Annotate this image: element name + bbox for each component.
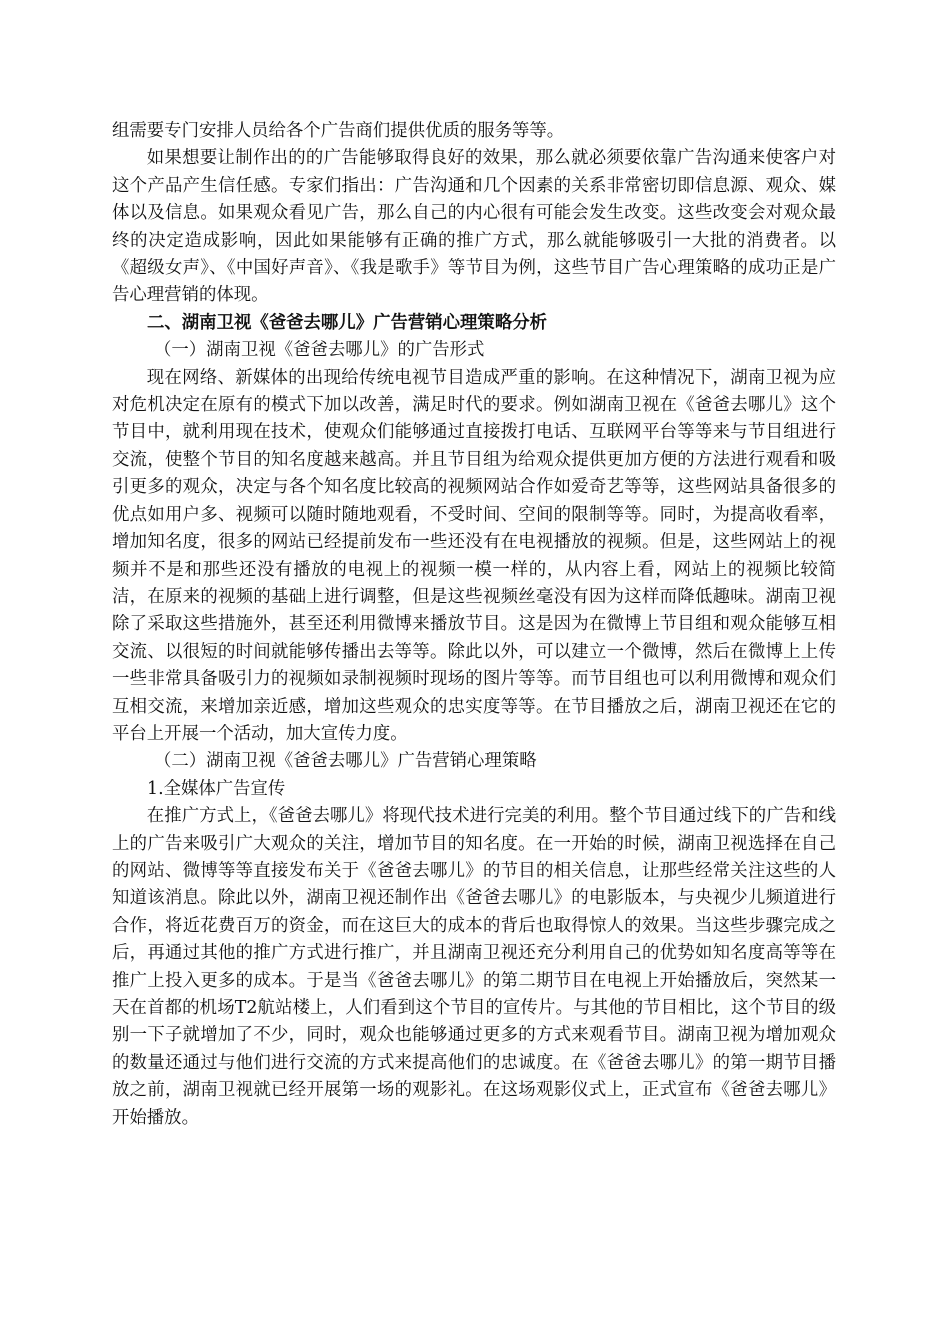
subsection-heading-2: （二）湖南卫视《爸爸去哪儿》广告营销心理策略 <box>154 751 537 772</box>
paragraph-ad-forms: 现在网络、新媒体的出现给传统电视节目造成严重的影响。在这种情况下，湖南卫视为应对危机决定在原有的模式下加以改善，满足时代的要求。例如湖南卫视在《爸爸去哪儿》这个节目中，就利用现在技术，使观众们能够通过直接拨打电话、互联网平台等等来与节目组进行交流，使整个节目的知名度越来越高。并且节目组为给观众提供更加方便的方法进行观看和吸引更多的观众，决定与各个知名度比较高的视频网站合作如爱奇艺等等，这些网站具备很多的优点如用户多、视频可以随时随地观看，不受时间、空间的限制等等。同时，为提高收看率，增加知名度，很多的网站已经提前发布一些还没有在电视播放的视频。但是，这些网站上的视频并不是和那些还没有播放的电视上的视频一模一样的，从内容上看，网站上的视频比较简洁，在原来的视频的基础上进行调整，但是这些视频丝毫没有因为这样而降低趣味。湖南卫视除了采取这些措施外，甚至还利用微博来播放节目。这是因为在微博上节目组和观众能够互相交流、以很短的时间就能够传播出去等等。除此以外，可以建立一个微博，然后在微博上上传一些非常具备吸引力的视频如录制视频时现场的图片等等。而节目组也可以利用微博和观众们互相交流，来增加亲近感，增加这些观众的忠实度等等。在节目播放之后，湖南卫视还在它的平台上开展一个活动，加大宣传力度。 <box>112 367 836 744</box>
subsection-heading-1: （一）湖南卫视《爸爸去哪儿》的广告形式 <box>154 340 485 361</box>
paragraph-all-media-promotion: 在推广方式上，《爸爸去哪儿》将现代技术进行完美的利用。整个节目通过线下的广告和线上的广告来吸引广大观众的关注，增加节目的知名度。在一开始的时候，湖南卫视选择在自己的网站、微博等等直接发布关于《爸爸去哪儿》的节目的相关信息，让那些经常关注这些的人知道该消息。除此以外，湖南卫视还制作出《爸爸去哪儿》的电影版本，与央视少儿频道进行合作，将近花费百万的资金，而在这巨大的成本的背后也取得惊人的效果。当这些步骤完成之后，再通过其他的推广方式进行推广，并且湖南卫视还充分利用自己的优势如知名度高等等在推广上投入更多的成本。于是当《爸爸去哪儿》的第二期节目在电视上开始播放后，突然某一天在首都的机场T2航站楼上，人们看到这个节目的宣传片。与其他的节目相比，这个节目的级别一下子就增加了不少，同时，观众也能够通过更多的方式来观看节目。湖南卫视为增加观众的数量还通过与他们进行交流的方式来提高他们的忠诚度。在《爸爸去哪儿》的第一期节目播放之前，湖南卫视就已经开展第一场的观影礼。在这场观影仪式上，正式宣布《爸爸去哪儿》开始播放。 <box>112 806 836 1128</box>
list-item-heading-1: 1.全媒体广告宣传 <box>147 778 286 799</box>
paragraph-continued: 组需要专门安排人员给各个广告商们提供优质的服务等等。 <box>112 121 565 141</box>
document-body <box>112 118 836 1132</box>
section-heading-2: 二、湖南卫视《爸爸去哪儿》广告营销心理策略分析 <box>147 312 547 333</box>
paragraph-ad-communication: 如果想要让制作出的的广告能够取得良好的效果，那么就必须要依靠广告沟通来使客户对这个产品产生信任感。专家们指出：广告沟通和几个因素的关系非常密切即信息源、观众、媒体以及信息。如果观众看见广告，那么自己的内心很有可能会发生改变。这些改变会对观众最终的决定造成影响，因此如果能够有正确的推广方式，那么就能够吸引一大批的消费者。以《超级女声》、《中国好声音》、《我是歌手》等节目为例，这些节目广告心理策略的成功正是广告心理营销的体现。 <box>112 148 836 306</box>
